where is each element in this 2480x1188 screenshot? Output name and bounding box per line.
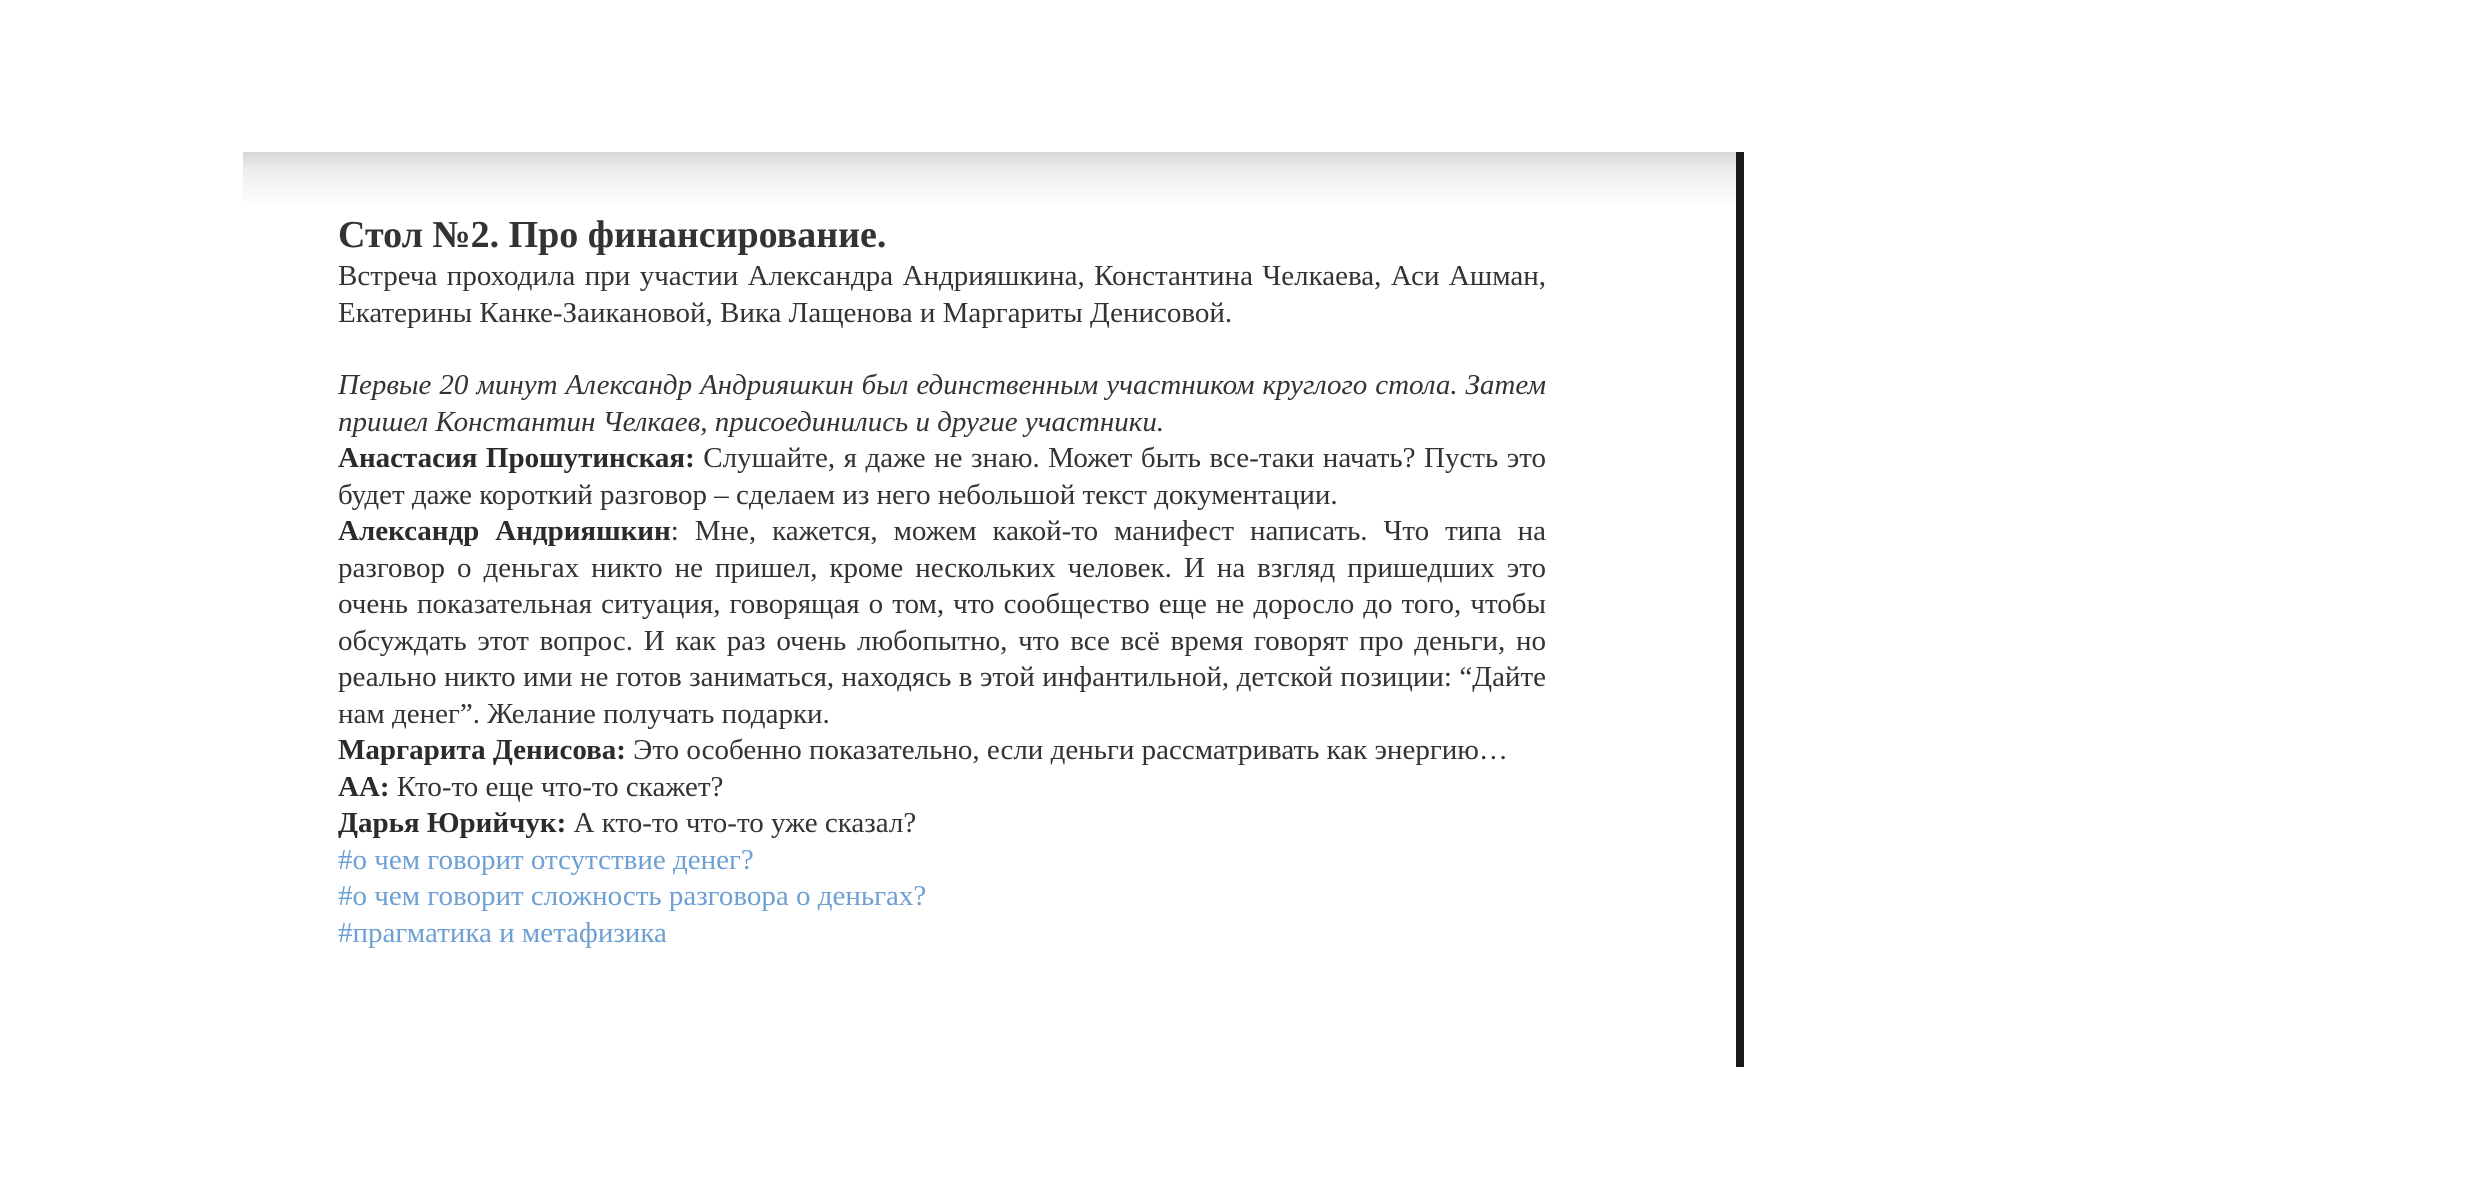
- page-top-shadow: [243, 152, 1741, 208]
- dialogue-line: [338, 513, 1546, 732]
- dialogue-line: [338, 732, 1546, 769]
- dialogue-line: [338, 805, 1546, 842]
- dialogue-line: [338, 769, 1546, 806]
- intro-paragraph: Встреча проходила при участии Александра Андрияшкина, Константина Челкаева, Аси Ашман, Екатерины Канке-Заикановой, Вика Лащенова и Маргариты Денисовой.: [338, 260, 1546, 329]
- document-title: Стол №2. Про финансирование.: [338, 214, 887, 256]
- dialogue-line: [338, 440, 1546, 513]
- speaker-name: Анастасия Прошутинская:: [338, 442, 695, 474]
- hashtag-link[interactable]: #прагматика и метафизика: [338, 916, 667, 949]
- hashtag-link[interactable]: #о чем говорит отсутствие денег?: [338, 843, 754, 876]
- speaker-name: Маргарита Денисова:: [338, 734, 626, 766]
- speech-text: : Мне, кажется, можем какой-то манифест написать. Что типа на разговор о деньгах никто не пришел, кроме нескольких человек. И на взгляд пришедших это очень показательная ситуация, говорящая о том, что сообщество еще не доросло до того, чтобы обсуждать этот вопрос. И как раз очень любопытно, что все всё время говорят про деньги, но реально никто ими не готов заниматься, находясь в этой инфантильной, детской позиции: “Дайте нам денег”. Желание получать подарки.: [338, 515, 1546, 730]
- page-right-edge: [1736, 152, 1744, 1067]
- document-content: [338, 212, 1546, 951]
- speaker-name: Александр Андрияшкин: [338, 515, 671, 547]
- speech-text: Это особенно показательно, если деньги рассматривать как энергию…: [625, 734, 1508, 766]
- hashtag-link[interactable]: #о чем говорит сложность разговора о деньгах?: [338, 880, 927, 912]
- speech-text: Слушайте, я даже не знаю. Может быть все-таки начать? Пусть это будет даже короткий разговор – сделаем из него небольшой текст документации.: [338, 442, 1546, 511]
- italic-note: Первые 20 минут Александр Андрияшкин был единственным участником круглого стола. Затем пришел Константин Челкаев, присоединились и другие участники.: [338, 369, 1546, 438]
- paragraph-spacer: [338, 331, 1546, 367]
- speaker-name: Дарья Юрийчук:: [338, 807, 567, 839]
- speaker-name: АА:: [338, 770, 390, 803]
- speech-text: Кто-то еще что-то скажет?: [389, 770, 724, 803]
- speech-text: А кто-то что-то уже сказал?: [566, 807, 917, 839]
- document-page: [243, 152, 1741, 1067]
